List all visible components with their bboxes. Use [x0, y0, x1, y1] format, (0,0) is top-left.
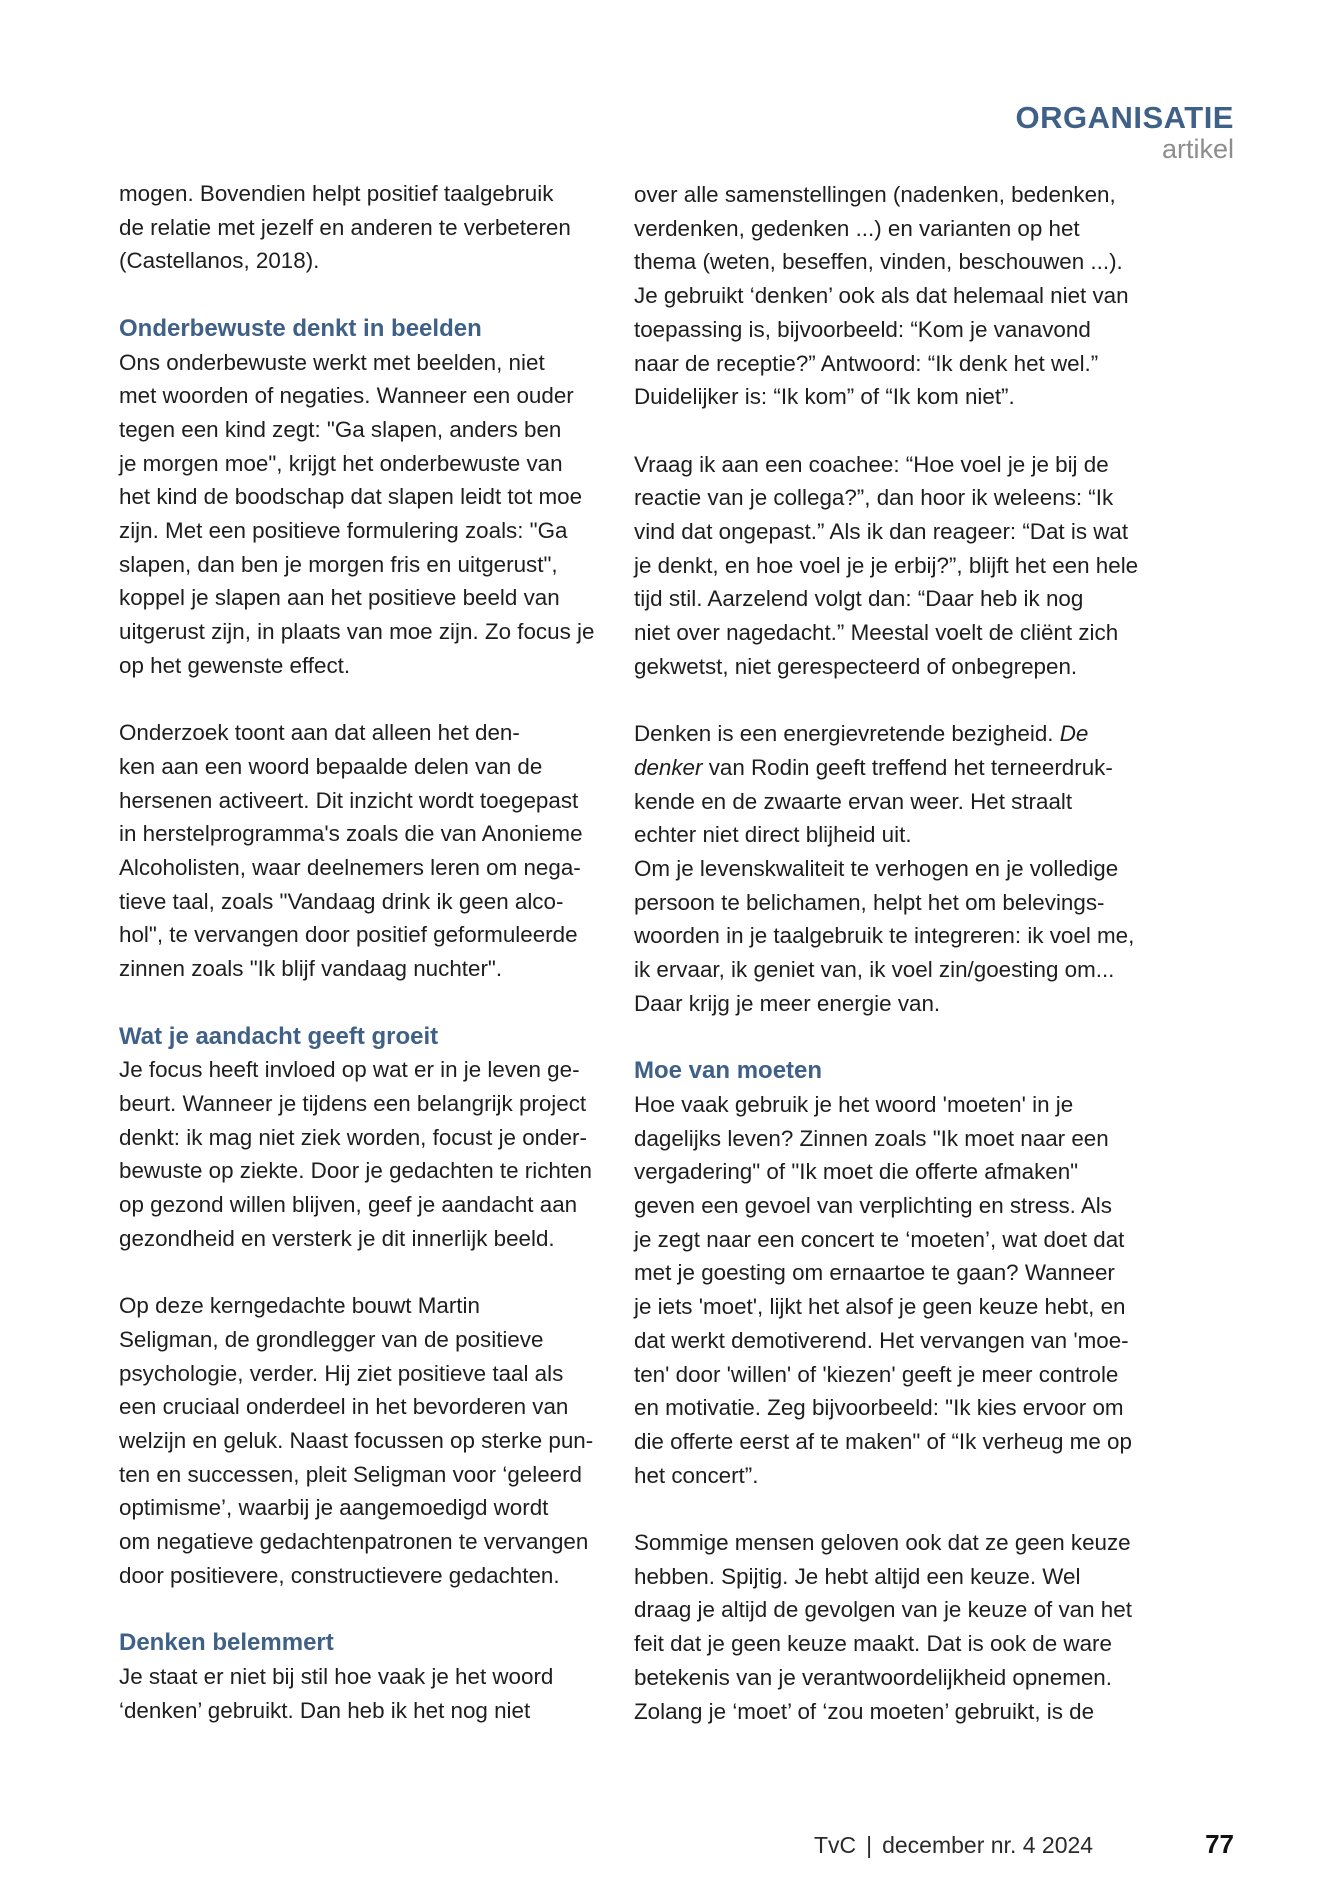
article-column-left	[119, 177, 611, 1727]
paragraph-break	[634, 684, 1154, 718]
body-line: hebben. Spijtig. Je hebt altijd een keuze. Wel	[634, 1563, 1081, 1589]
body-line: Vraag ik aan een coachee: “Hoe voel je je bij de	[634, 451, 1109, 477]
body-line: op gezond willen blijven, geef je aandacht aan	[119, 1192, 578, 1218]
body-line: hersenen activeert. Dit inzicht wordt toegepast	[119, 787, 579, 813]
body-line: beurt. Wanneer je tijdens een belangrijk project	[119, 1090, 587, 1116]
body-line: de relatie met jezelf en anderen te verbeteren	[119, 214, 571, 240]
section-heading: Moe van moeten	[634, 1057, 823, 1085]
body-line: bewuste op ziekte. Door je gedachten te richten	[119, 1158, 592, 1184]
body-line: ten en successen, pleit Seligman voor ‘geleerd	[119, 1461, 583, 1487]
issue-label: december nr. 4 2024	[882, 1832, 1094, 1858]
body-line: je morgen moe", krijgt het onderbewuste van	[119, 450, 563, 476]
body-line: Om je levenskwaliteit te verhogen en je volledige	[634, 856, 1119, 882]
body-line: vind dat ongepast.” Als ik dan reageer: “Dat is wat	[634, 519, 1129, 545]
body-line: naar de receptie?” Antwoord: “Ik denk het wel.”	[634, 350, 1099, 376]
body-line: die offerte eerst af te maken" of “Ik verheug me op	[634, 1428, 1132, 1454]
body-line: Je staat er niet bij stil hoe vaak je het woord	[119, 1663, 554, 1689]
body-line: Onderzoek toont aan dat alleen het den-	[119, 720, 520, 746]
body-line: je zegt naar een concert te ‘moeten’, wat doet dat	[634, 1226, 1125, 1252]
body-line: met woorden of negaties. Wanneer een ouder	[119, 383, 574, 409]
body-line: Je gebruikt ‘denken’ ook als dat helemaal niet van	[634, 283, 1129, 309]
section-heading: Wat je aandacht geeft groeit	[119, 1022, 439, 1050]
body-line: ‘denken’ gebruikt. Dan heb ik het nog niet	[119, 1697, 531, 1723]
body-line: gezondheid en versterk je dit innerlijk beeld.	[119, 1225, 555, 1251]
body-line: tieve taal, zoals "Vandaag drink ik geen alco-	[119, 888, 564, 914]
body-line: gekwetst, niet gerespecteerd of onbegrepen.	[634, 653, 1078, 679]
body-line: ik ervaar, ik geniet van, ik voel zin/goesting om...	[634, 957, 1115, 983]
body-line: je iets 'moet', lijkt het alsof je geen keuze hebt, en	[634, 1294, 1126, 1320]
body-line: geven een gevoel van verplichting en stress. Als	[634, 1193, 1112, 1219]
magazine-name: TvC	[813, 1832, 857, 1858]
body-line: koppel je slapen aan het positieve beeld van	[119, 585, 560, 611]
page-footer	[814, 1829, 1234, 1860]
body-line: denkt: ik mag niet ziek worden, focust je onder-	[119, 1124, 587, 1150]
body-line: Sommige mensen geloven ook dat ze geen keuze	[634, 1530, 1131, 1556]
section-heading: Onderbewuste denkt in beelden	[119, 314, 482, 342]
article-column-right	[634, 178, 1154, 1728]
body-line	[634, 717, 1154, 751]
body-line: persoon te belichamen, helpt het om belevings-	[634, 889, 1105, 915]
body-line: psychologie, verder. Hij ziet positieve taal als	[119, 1360, 564, 1386]
body-line: Je focus heeft invloed op wat er in je leven ge-	[119, 1057, 580, 1083]
body-line: verdenken, gedenken ...) en varianten op het	[634, 215, 1080, 241]
body-line: Alcoholisten, waar deelnemers leren om nega-	[119, 855, 581, 881]
body-line: Seligman, de grondlegger van de positieve	[119, 1326, 544, 1352]
body-line: slapen, dan ben je morgen fris en uitgerust",	[119, 551, 558, 577]
body-line: echter niet direct blijheid uit.	[634, 822, 912, 848]
body-line: ten' door 'willen' of 'kiezen' geeft je meer controle	[634, 1361, 1119, 1387]
body-line: een cruciaal onderdeel in het bevorderen van	[119, 1394, 569, 1420]
body-line: (Castellanos, 2018).	[119, 248, 320, 274]
body-line: kende en de zwaarte ervan weer. Het straalt	[634, 788, 1073, 814]
page-number: 77	[1205, 1829, 1234, 1859]
paragraph-break	[119, 683, 611, 717]
body-line: betekenis van je verantwoordelijkheid opnemen.	[634, 1664, 1112, 1690]
italic-title: De	[1059, 721, 1089, 747]
body-line: hol", te vervangen door positief geformuleerde	[119, 922, 578, 948]
body-line: reactie van je collega?”, dan hoor ik weleens: “Ik	[634, 485, 1114, 511]
body-line: niet over nagedacht.” Meestal voelt de cliënt zich	[634, 620, 1119, 646]
body-line: met je goesting om ernaartoe te gaan? Wanneer	[634, 1260, 1115, 1286]
body-line: Ons onderbewuste werkt met beelden, niet	[119, 349, 545, 375]
body-line: Duidelijker is: “Ik kom” of “Ik kom niet”.	[634, 384, 1015, 410]
body-line: zijn. Met een positieve formulering zoals: "Ga	[119, 518, 568, 544]
body-line: tegen een kind zegt: "Ga slapen, anders ben	[119, 416, 562, 442]
body-line: zinnen zoals "Ik blijf vandaag nuchter".	[119, 956, 503, 982]
body-line: over alle samenstellingen (nadenken, bedenken,	[634, 182, 1116, 207]
body-line: ken aan een woord bepaalde delen van de	[119, 753, 543, 779]
paragraph-break	[634, 414, 1154, 448]
section-header	[1016, 100, 1235, 164]
body-line: thema (weten, beseffen, vinden, beschouwen ...).	[634, 249, 1123, 275]
paragraph-break	[119, 986, 611, 1020]
body-line: dat werkt demotiverend. Het vervangen van 'moe-	[634, 1327, 1129, 1353]
section-subtitle: artikel	[1161, 134, 1234, 164]
body-line: en motivatie. Zeg bijvoorbeeld: "Ik kies ervoor om	[634, 1395, 1124, 1421]
body-line: om negatieve gedachtenpatronen te vervangen	[119, 1529, 589, 1555]
body-line: tijd stil. Aarzelend volgt dan: “Daar heb ik nog	[634, 586, 1084, 612]
body-line: in herstelprogramma's zoals die van Anonieme	[119, 821, 583, 847]
body-line: door positievere, constructievere gedachten.	[119, 1562, 560, 1588]
body-line: het concert”.	[634, 1462, 759, 1488]
body-line: welzijn en geluk. Naast focussen op sterke pun-	[119, 1427, 594, 1453]
paragraph-break	[119, 278, 611, 312]
paragraph-break	[634, 1021, 1154, 1055]
body-text: Denken is een energievretende bezigheid.	[634, 721, 1060, 747]
paragraph-break	[634, 1492, 1154, 1526]
body-line: je denkt, en hoe voel je je erbij?”, blijft het een hele	[634, 552, 1139, 578]
body-line: Daar krijg je meer energie van.	[634, 990, 941, 1016]
body-line	[634, 751, 1154, 785]
body-line: toepassing is, bijvoorbeeld: “Kom je vanavond	[634, 316, 1091, 342]
body-line: mogen. Bovendien helpt positief taalgebruik	[119, 181, 554, 206]
body-line: vergadering" of "Ik moet die offerte afmaken"	[634, 1159, 1079, 1185]
body-line: draag je altijd de gevolgen van je keuze of van het	[634, 1597, 1132, 1623]
section-title: ORGANISATIE	[1015, 100, 1234, 135]
body-line: Hoe vaak gebruik je het woord 'moeten' in je	[634, 1091, 1074, 1117]
body-line: Op deze kerngedachte bouwt Martin	[119, 1293, 480, 1319]
body-line: optimisme’, waarbij je aangemoedigd wordt	[119, 1495, 549, 1521]
footer-separator: |	[866, 1832, 873, 1858]
body-text: van Rodin geeft treffend het terneerdruk-	[702, 754, 1113, 780]
paragraph-break	[119, 1592, 611, 1626]
body-line: woorden in je taalgebruik te integreren: ik voel me,	[634, 923, 1135, 949]
body-line: op het gewenste effect.	[119, 652, 351, 678]
body-line: feit dat je geen keuze maakt. Dat is ook de ware	[634, 1631, 1112, 1657]
section-heading: Denken belemmert	[119, 1629, 334, 1657]
body-line: Zolang je ‘moet’ of ‘zou moeten’ gebruikt, is de	[634, 1698, 1095, 1724]
body-line: dagelijks leven? Zinnen zoals "Ik moet naar een	[634, 1125, 1109, 1151]
body-line: het kind de boodschap dat slapen leidt tot moe	[119, 484, 583, 510]
body-line: uitgerust zijn, in plaats van moe zijn. Zo focus je	[119, 619, 595, 645]
italic-title: denker	[634, 754, 703, 780]
paragraph-break	[119, 1255, 611, 1289]
